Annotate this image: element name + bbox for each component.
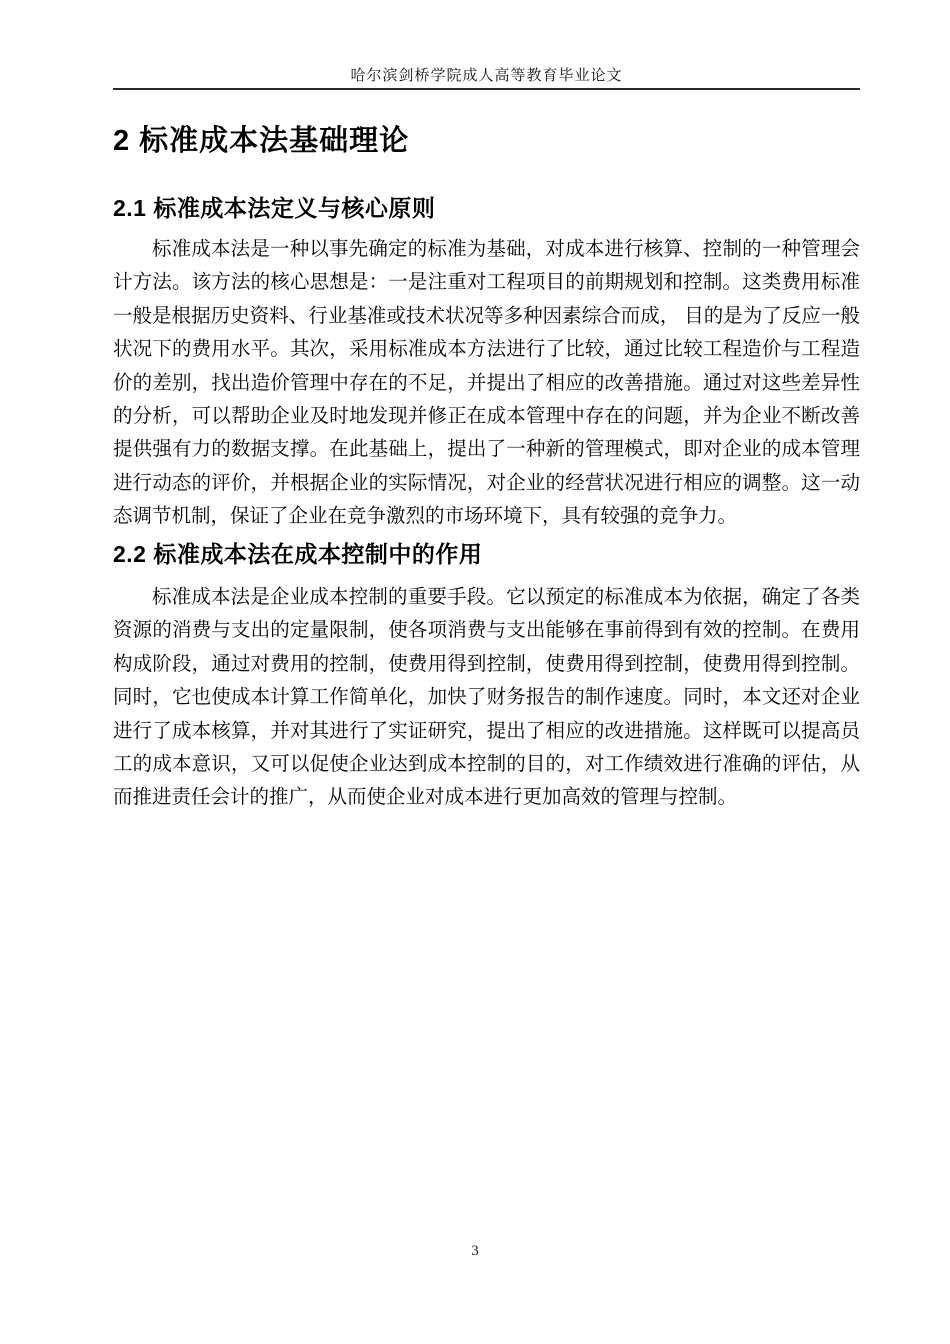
section-heading-2-1: 2.1 标准成本法定义与核心原则: [113, 195, 436, 221]
section-paragraph-2-1: 标准成本法是一种以事先确定的标准为基础，对成本进行核算、控制的一种管理会计方法。该方法的核心思想是：一是注重对工程项目的前期规划和控制。这类费用标准一般是根据历史资料、行业基准或技术状况等多种因素综合而成， 目的是为了反应一般状况下的费用水平。其次，采用标准成本方法进行了比较，通过比较工程造价与工程造价的差别，找出造价管理中存在的不足，并提出了相应的改善措施。通过对这些差异性的分析，可以帮助企业及时地发现并修正在成本管理中存在的问题，并为企业不断改善提供强有力的数据支撑。在此基础上，提出了一种新的管理模式，即对企业的成本管理进行动态的评价，并根据企业的实际情况，对企业的经营状况进行相应的调整。这一动态调节机制，保证了企业在竞争激烈的市场环境下，具有较强的竞争力。: [113, 239, 860, 528]
header-rule-divider: [113, 88, 860, 90]
chapter-title: 2 标准成本法基础理论: [113, 125, 410, 157]
section-heading-2-2: 2.2 标准成本法在成本控制中的作用: [113, 541, 483, 567]
running-header: 哈尔滨剑桥学院成人高等教育毕业论文: [350, 68, 623, 84]
page-number: 3: [471, 1243, 479, 1259]
section-paragraph-2-2: 标准成本法是企业成本控制的重要手段。它以预定的标准成本为依据，确定了各类资源的消费与支出的定量限制，使各项消费与支出能够在事前得到有效的控制。在费用构成阶段，通过对费用的控制，使费用得到控制，使费用得到控制，使费用得到控制。同时，它也使成本计算工作简单化，加快了财务报告的制作速度。同时，本文还对企业进行了成本核算，并对其进行了实证研究，提出了相应的改进措施。这样既可以提高员工的成本意识，又可以促使企业达到成本控制的目的，对工作绩效进行准确的评估，从而推进责任会计的推广，从而使企业对成本进行更加高效的管理与控制。: [113, 587, 860, 809]
